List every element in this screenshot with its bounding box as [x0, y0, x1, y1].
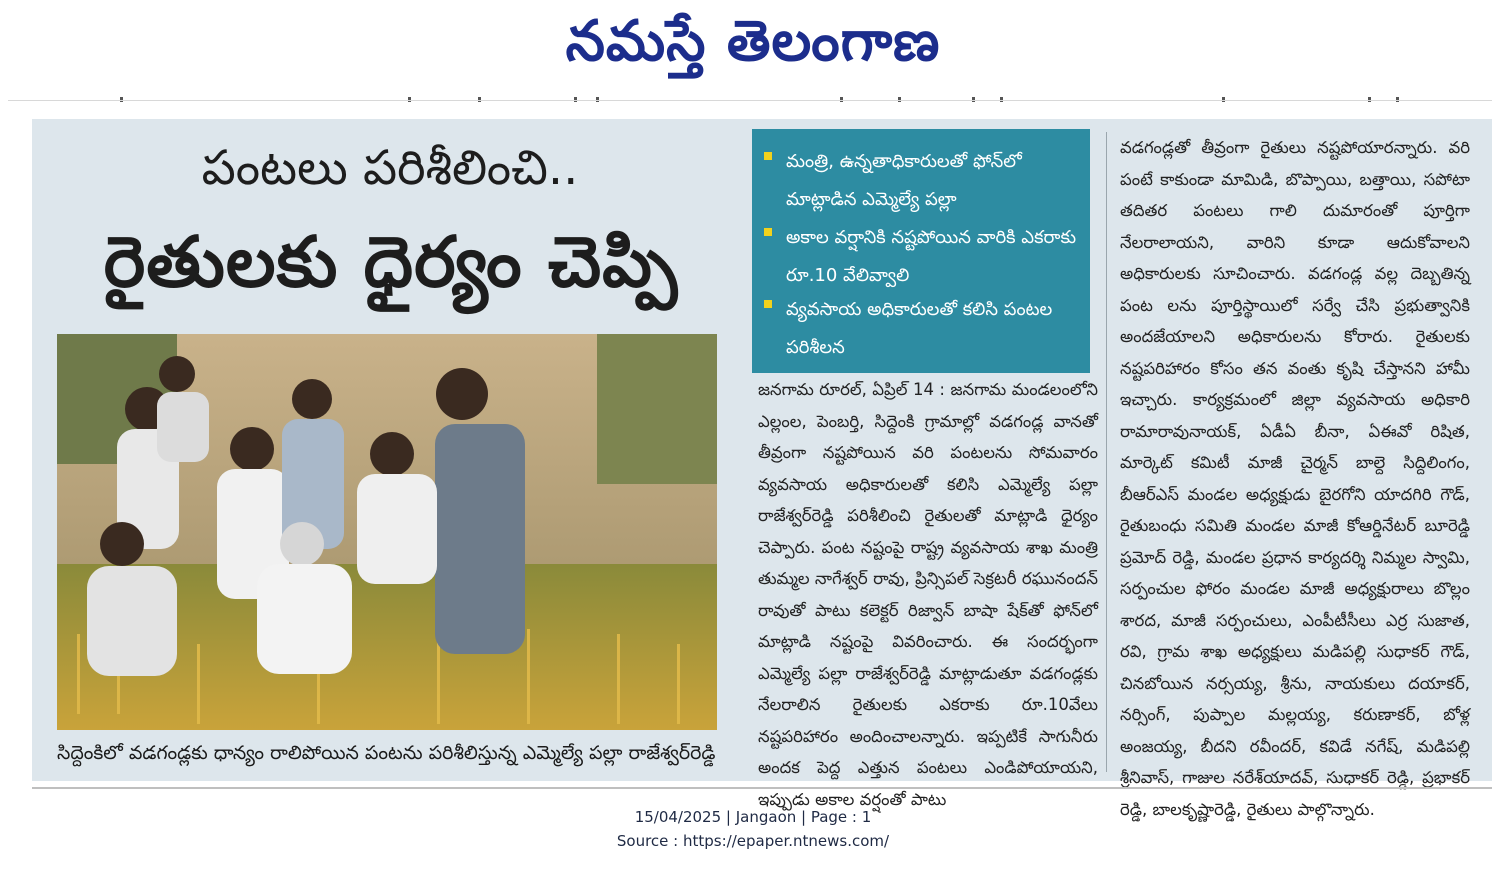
highlight-text: అకాల వర్షానికి నష్టపోయిన వారికి ఎకరాకు రూ.10 వేలివ్వాలి: [786, 227, 1077, 286]
bullet-icon: [764, 300, 772, 308]
photo-caption: సిద్దెంకిలో వడగండ్లకు ధాన్యం రాలిపోయిన పంటను పరిశీలిస్తున్న ఎమ్మెల్యే పల్లా రాజేశ్వర్‌రెడ్డి: [57, 742, 716, 764]
headline-line-2: రైతులకు ధైర్యం చెప్పి: [103, 221, 679, 303]
highlight-text: మంత్రి, ఉన్నతాధికారులతో ఫోన్‌లో మాట్లాడిన ఎమ్మెల్యే పల్లా: [786, 151, 1022, 210]
bullet-icon: [764, 152, 772, 160]
article-body-column-3: వడగండ్లతో తీవ్రంగా రైతులు నష్టపోయారన్నారు. వరి పంటే కాకుండా మామిడి, బొప్పాయి, బత్తాయి, సపోటా తదితర పంటలు గాలి దుమారంతో పూర్తిగా నేలరాలాయని, వారిని కూడా ఆదుకోవాలని అధికారులకు సూచించారు. వడగండ్ల వల్ల దెబ్బతిన్న పంట లను పూర్తిస్థాయిలో సర్వే చేసి ప్రభుత్వానికి అందజేయాలని అధికారులను కోరారు. రైతులకు నష్టపరిహారం కోసం తన వంతు కృషి చేస్తానని హామీ ఇచ్చారు. కార్యక్రమంలో జిల్లా వ్యవసాయ అధికారి రామారావునాయక్, ఏడీఏ బీనా, ఏఈవో రిషిత, మార్కెట్ కమిటీ మాజీ చైర్మన్ బాల్దె సిద్దిలింగం, బీఆర్ఎస్ మండల అధ్యక్షుడు బైరగోని యాదగిరి గౌడ్, రైతుబంధు సమితి మండల మాజీ కోఆర్డినేటర్ బూరెడ్డి ప్రమోద్ రెడ్డి, మండల ప్రధాన కార్యదర్శి నిమ్మల స్వామి, సర్పంచుల ఫోరం మండల మాజీ అధ్యక్షురాలు బొల్లం శారద, మాజీ సర్పంచులు, ఎంపీటీసీలు ఎర్ర సుజాత, రవి, గ్రామ శాఖ అధ్యక్షులు మడిపల్లి సుధాకర్ గౌడ్, చినబోయిన నర్సయ్య, శ్రీను, నాయకులు దయాకర్, నర్సింగ్, పుప్పాల మల్లయ్య, కరుణాకర్, బోళ్ల అంజయ్య, బీదని రవీందర్, కవిడే నగేష్, మడిపల్లి శ్రీనివాస్, గాజుల నరేశ్‌యాదవ్, సుధాకర్ రెడ్డి, ప్రభాకర్ రెడ్డి, బాలకృష్ణారెడ్డి, రైతులు పాల్గొన్నారు.: [1120, 138, 1470, 819]
footer-source: Source : https://epaper.ntnews.com/: [616, 832, 890, 850]
cut-marks: [0, 97, 1506, 105]
clip-bottom-rule: [32, 787, 1492, 789]
clip-top-rule: [8, 100, 1492, 101]
news-photo: [57, 334, 717, 730]
masthead-logo: నమస్తే తెలంగాణ: [565, 8, 941, 74]
bullet-icon: [764, 228, 772, 236]
highlight-text: వ్యవసాయ అధికారులతో కలిసి పంటల పరిశీలన: [786, 299, 1053, 358]
headline-line-1: పంటలు పరిశీలించి..: [201, 140, 579, 196]
highlights-box: [752, 129, 1090, 373]
article-body-column-2: జనగామ రూరల్, ఏప్రిల్ 14 : జనగామ మండలంలోని ఎల్లంల, పెంబర్తి, సిద్దెంకి గ్రామాల్లో వడగండ్ల వానతో తీవ్రంగా నష్టపోయిన వరి పంటలను సోమవారం వ్యవసాయ అధికారులతో కలిసి ఎమ్మెల్యే పల్లా రాజేశ్వర్‌రెడ్డి పరిశీలించి రైతులతో మాట్లాడి ధైర్యం చెప్పారు. పంట నష్టంపై రాష్ట్ర వ్యవసాయ శాఖ మంత్రి తుమ్మల నాగేశ్వర్ రావు, ప్రిన్సిపల్ సెక్రటరీ రఘునందన్ రావుతో పాటు కలెక్టర్ రిజ్వాన్ బాషా షేక్‌తో ఫోన్‌లో మాట్లాడి నష్టంపై వివరించారు. ఈ సందర్భంగా ఎమ్మెల్యే పల్లా రాజేశ్వర్‌రెడ్డి మాట్లాడుతూ వడగండ్లకు నేలరాలిన రైతులకు ఎకరాకు రూ.10వేలు నష్టపరిహారం అందించాలన్నారు. ఇప్పటికే సాగునీరు అందక పెద్ద ఎత్తున పంటలు ఎండిపోయాయని, ఇప్పుడు అకాల వర్షంతో పాటు: [758, 380, 1098, 809]
column-divider: [1106, 132, 1107, 772]
footer-date-edition: 15/04/2025 | Jangaon | Page : 1: [634, 808, 872, 826]
